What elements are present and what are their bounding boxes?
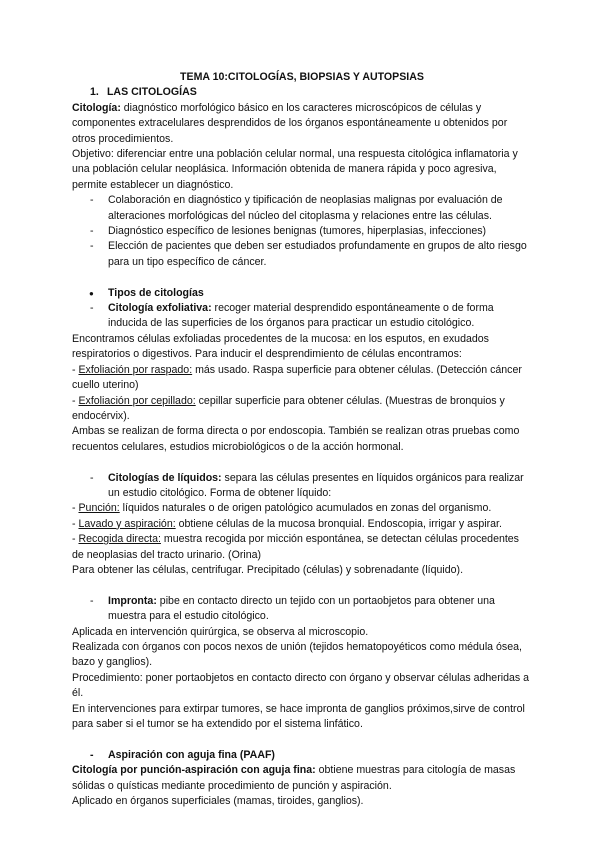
liquidos-term: Citologías de líquidos:	[108, 471, 222, 484]
impronta-paragraph-4: En intervenciones para extirpar tumores, se hace impronta de ganglios próximos,sirve de control para saber si el tumor se ha extendido por el sistema linfático.	[72, 702, 525, 731]
section-label: LAS CITOLOGÍAS	[106, 86, 197, 99]
raspado-text: más usado. Raspa superficie para obtener células. (Detección cáncer cuello uterino)	[72, 363, 522, 392]
paaf-definition	[72, 763, 532, 794]
objetivo-paragraph: Objetivo: diferenciar entre una población celular normal, una respuesta citológica inflamatoria y una población celular neoplásica. Información obtenida de manera rápida y poco agresiva, permite establecer un diagnóstico.	[72, 148, 518, 191]
paaf-term: Citología por punción-aspiración con aguja fina:	[72, 764, 316, 777]
citologia-definition	[72, 101, 532, 147]
list-item: - Elección de pacientes que deben ser estudiados profundamente en grupos de alto riesgo para un tipo específico de cáncer.	[72, 239, 532, 270]
impronta-paragraph-1: Aplicada en intervención quirúrgica, se observa al microscopio.	[72, 625, 369, 638]
section-number: 1.	[90, 86, 99, 99]
impronta-paragraph-2: Realizada con órganos con pocos nexos de unión (tejidos hematopoyéticos como médula ósea, bazo y ganglios).	[72, 640, 522, 669]
liquidos-paragraph: Para obtener las células, centrifugar. Precipitado (células) y sobrenadante (líquido).	[72, 563, 464, 576]
liquidos-item	[72, 471, 532, 502]
citologia-def: diagnóstico morfológico básico en los caracteres microscópicos de células y componentes extracelulares desprendidos de los órganos espontáneamente u obtenidos por otros procedimientos.	[72, 101, 508, 145]
raspado-label: Exfoliación por raspado:	[78, 363, 193, 376]
exfoliativa-term: Citología exfoliativa:	[108, 302, 212, 315]
lavado-label: Lavado y aspiración:	[78, 517, 176, 530]
section-heading-citologias	[72, 85, 532, 100]
cepillado-line: - Exfoliación por cepillado: cepillar superficie para obtener células. (Muestras de bronquios y endocérvix).	[72, 394, 505, 422]
puncion-line: - Punción: líquidos naturales o de origen patológico acumulados en zonas del organismo.	[72, 502, 492, 515]
recogida-label: Recogida directa:	[78, 533, 161, 546]
cepillado-label: Exfoliación por cepillado:	[78, 394, 196, 407]
puncion-text: líquidos naturales o de origen patológico acumulados en zonas del organismo.	[119, 502, 492, 515]
impronta-def: pibe en contacto directo un tejido con un portaobjetos para obtener una muestra para el estudio citológico.	[108, 594, 495, 623]
exfoliativa-paragraph-2: Ambas se realizan de forma directa o por endoscopia. También se realizan otras pruebas como recuentos celulares, estudios microbiológicos o de la acción hormonal.	[72, 425, 520, 453]
puncion-label: Punción:	[78, 502, 120, 515]
impronta-paragraph-3: Procedimiento: poner portaobjetos en contacto directo con órgano y observar células adheridas a él.	[72, 671, 529, 700]
liquidos-def: separa las células presentes en líquidos orgánicos para realizar un estudio citológico. Forma de obtener líquido:	[108, 471, 524, 499]
paaf-def: obtiene muestras para citología de masas sólidas o quísticas mediante procedimiento de punción y aspiración.	[72, 764, 516, 792]
recogida-text: muestra recogida por micción espontánea, se detectan células procedentes de neoplasias del tracto urinario. (Orina)	[72, 533, 519, 561]
list-item: - Colaboración en diagnóstico y tipificación de neoplasias malignas por evaluación de alteraciones morfológicas del núcleo del citoplasma y relaciones entre las células.	[72, 193, 532, 224]
document-page	[72, 70, 532, 809]
recogida-line: - Recogida directa: muestra recogida por micción espontánea, se detectan células procedentes de neoplasias del tracto urinario. (Orina)	[72, 533, 519, 561]
exfoliativa-def: recoger material desprendido espontáneamente o de forma inducida de las superficies de los órganos para practicar un estudio citológico.	[108, 302, 494, 330]
lavado-text: obtiene células de la mucosa bronquial. Endoscopia, irrigar y aspirar.	[175, 517, 502, 530]
exfoliativa-paragraph: Encontramos células exfoliadas procedentes de la mucosa: en los esputos, en exudados respiratorios o digestivos. Para inducir el desprendimiento de células encontramos:	[72, 332, 489, 361]
raspado-line: - Exfoliación por raspado: más usado. Raspa superficie para obtener células. (Detección cáncer cuello uterino)	[72, 363, 522, 392]
impronta-term: Impronta:	[108, 594, 157, 607]
impronta-item	[72, 594, 532, 625]
lavado-line: - Lavado y aspiración: obtiene células de la mucosa bronquial. Endoscopia, irrigar y aspirar.	[72, 517, 502, 530]
cepillado-text: cepillar superficie para obtener células. (Muestras de bronquios y endocérvix).	[72, 394, 505, 422]
tipos-heading: ● Tipos de citologías	[72, 286, 532, 301]
exfoliativa-item	[72, 301, 532, 332]
paaf-heading: - Aspiración con aguja fina (PAAF)	[72, 748, 532, 763]
document-title: TEMA 10:CITOLOGÍAS, BIOPSIAS Y AUTOPSIAS	[180, 71, 424, 83]
paaf-paragraph: Aplicado en órganos superficiales (mamas, tiroides, ganglios).	[72, 795, 364, 808]
list-item: - Diagnóstico específico de lesiones benignas (tumores, hiperplasias, infecciones)	[72, 224, 532, 239]
citologia-term: Citología:	[72, 101, 121, 114]
